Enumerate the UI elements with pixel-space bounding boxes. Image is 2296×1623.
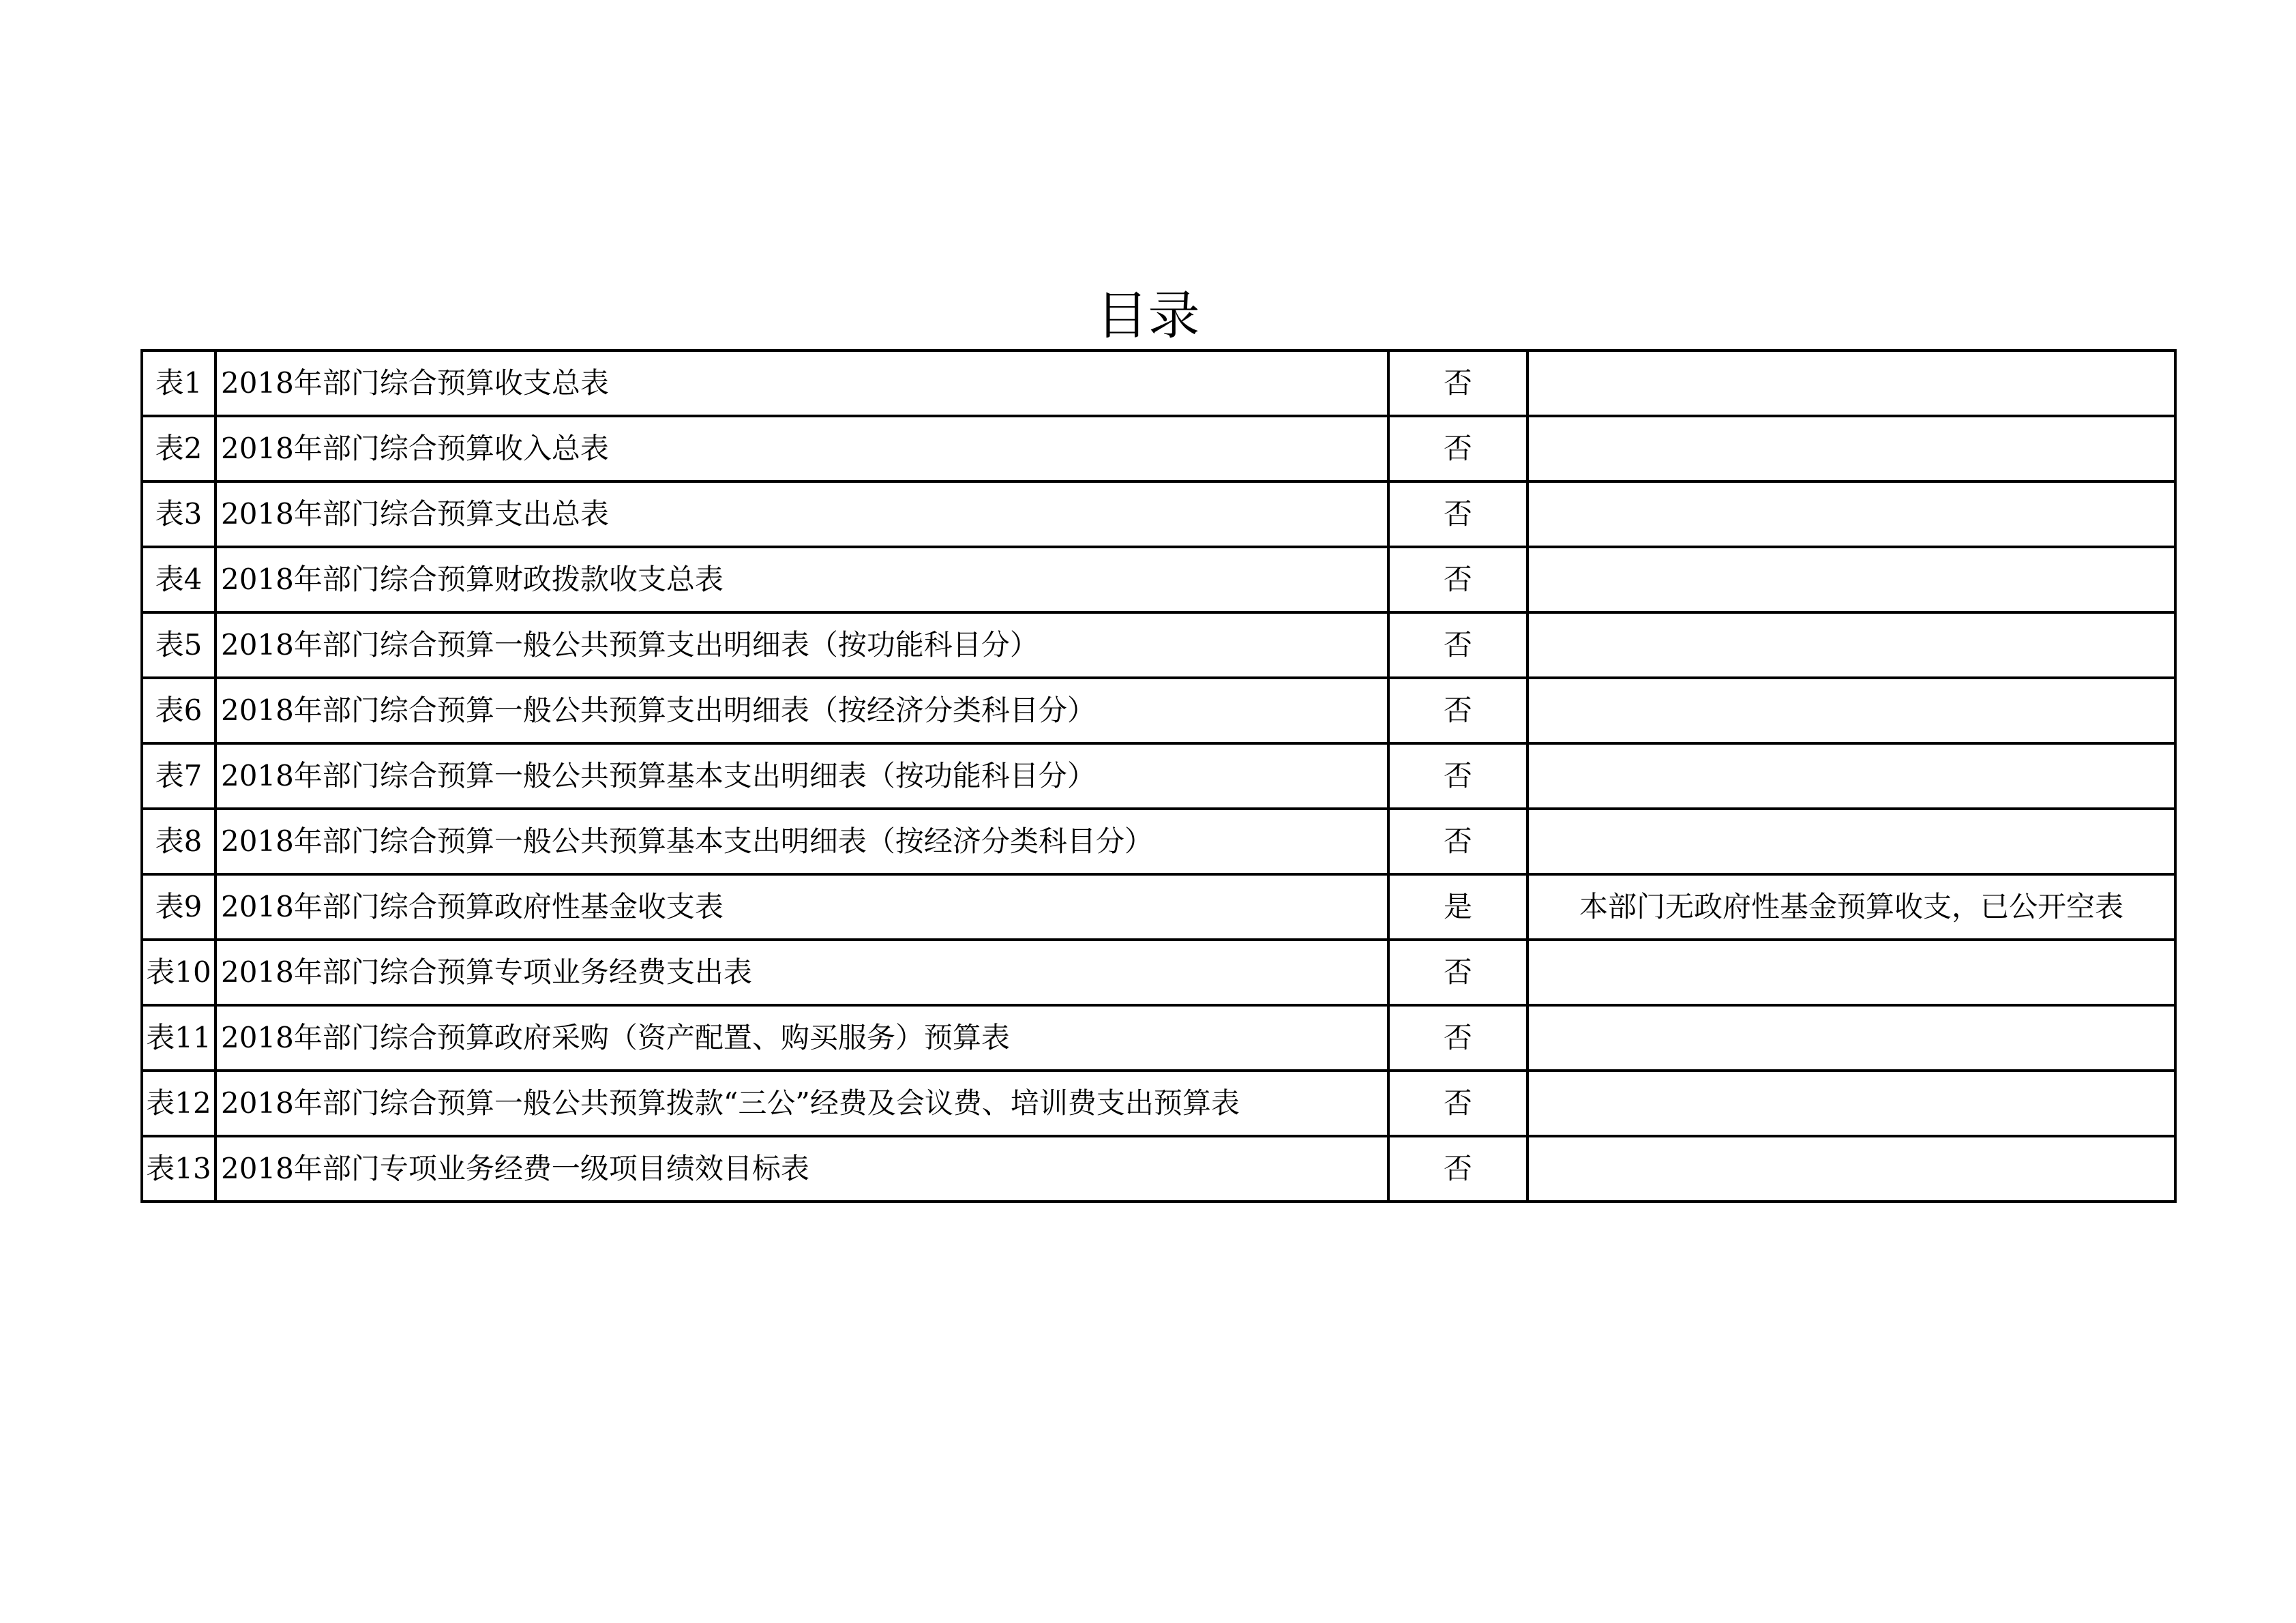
table-row [142, 940, 2175, 1005]
note [1527, 1071, 2175, 1136]
empty-table-flag: 否 [1388, 678, 1527, 743]
table-name: 2018年部门综合预算政府性基金收支表 [215, 874, 1388, 940]
table-row [142, 547, 2175, 612]
table-row [142, 481, 2175, 547]
table-name: 2018年部门综合预算一般公共预算支出明细表（按经济分类科目分） [215, 678, 1388, 743]
table-row [142, 416, 2175, 481]
table-number: 表2 [142, 416, 215, 481]
table-of-contents [140, 349, 2177, 1203]
empty-table-flag: 否 [1388, 1005, 1527, 1071]
table-name: 2018年部门综合预算一般公共预算基本支出明细表（按经济分类科目分） [215, 809, 1388, 874]
table-row [142, 1136, 2175, 1202]
table-row [142, 1005, 2175, 1071]
empty-table-flag: 否 [1388, 351, 1527, 416]
empty-table-flag: 否 [1388, 809, 1527, 874]
table-name: 2018年部门综合预算收入总表 [215, 416, 1388, 481]
empty-table-flag: 否 [1388, 612, 1527, 678]
table-number: 表10 [142, 940, 215, 1005]
table-number: 表7 [142, 743, 215, 809]
note [1527, 416, 2175, 481]
table-name: 2018年部门综合预算一般公共预算基本支出明细表（按功能科目分） [215, 743, 1388, 809]
table-number: 表3 [142, 481, 215, 547]
table-name: 2018年部门综合预算财政拨款收支总表 [215, 547, 1388, 612]
empty-table-flag: 否 [1388, 481, 1527, 547]
empty-table-flag: 是 [1388, 874, 1527, 940]
table-name: 2018年部门综合预算收支总表 [215, 351, 1388, 416]
table-name: 2018年部门专项业务经费一级项目绩效目标表 [215, 1136, 1388, 1202]
note [1527, 612, 2175, 678]
table-number: 表12 [142, 1071, 215, 1136]
empty-table-flag: 否 [1388, 416, 1527, 481]
note [1527, 1005, 2175, 1071]
table-row [142, 874, 2175, 940]
table-row [142, 612, 2175, 678]
note [1527, 743, 2175, 809]
table-number: 表6 [142, 678, 215, 743]
table-name: 2018年部门综合预算一般公共预算支出明细表（按功能科目分） [215, 612, 1388, 678]
table-number: 表4 [142, 547, 215, 612]
table-number: 表13 [142, 1136, 215, 1202]
note [1527, 351, 2175, 416]
note: 本部门无政府性基金预算收支，已公开空表 [1527, 874, 2175, 940]
table-name: 2018年部门综合预算支出总表 [215, 481, 1388, 547]
table-number: 表9 [142, 874, 215, 940]
note [1527, 481, 2175, 547]
note [1527, 678, 2175, 743]
table-row [142, 678, 2175, 743]
empty-table-flag: 否 [1388, 547, 1527, 612]
empty-table-flag: 否 [1388, 743, 1527, 809]
table-number: 表5 [142, 612, 215, 678]
empty-table-flag: 否 [1388, 1071, 1527, 1136]
note [1527, 1136, 2175, 1202]
table-row [142, 1071, 2175, 1136]
table-name: 2018年部门综合预算专项业务经费支出表 [215, 940, 1388, 1005]
table-name: 2018年部门综合预算政府采购（资产配置、购买服务）预算表 [215, 1005, 1388, 1071]
table-row [142, 809, 2175, 874]
empty-table-flag: 否 [1388, 1136, 1527, 1202]
table-number: 表8 [142, 809, 215, 874]
note [1527, 809, 2175, 874]
table-number: 表1 [142, 351, 215, 416]
table-row [142, 743, 2175, 809]
document-title: 目录 [1096, 285, 1200, 346]
table-number: 表11 [142, 1005, 215, 1071]
note [1527, 940, 2175, 1005]
table-row [142, 351, 2175, 416]
table-name: 2018年部门综合预算一般公共预算拨款“三公”经费及会议费、培训费支出预算表 [215, 1071, 1388, 1136]
empty-table-flag: 否 [1388, 940, 1527, 1005]
note [1527, 547, 2175, 612]
